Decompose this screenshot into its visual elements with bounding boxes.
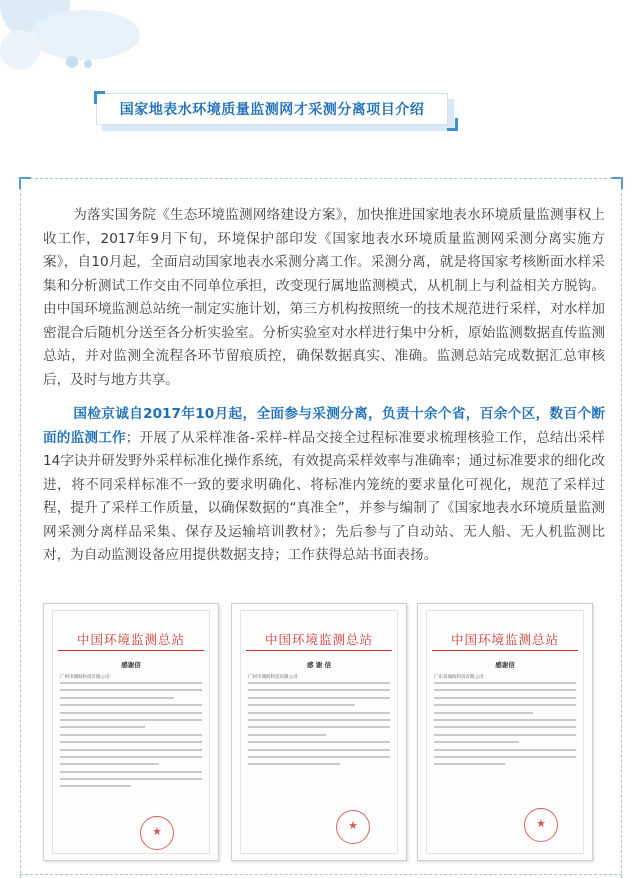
thank-you-letter-2 (231, 603, 407, 861)
letter-org: 中国环境监测总站 (264, 632, 373, 647)
letter-heading: 感谢信 (495, 661, 515, 669)
letter-recipient: 广东省城海科技有限公司： (434, 675, 488, 680)
red-seal (140, 816, 174, 850)
letter-recipient: 广州市城海科技有限公司： (248, 675, 302, 680)
letter-org: 中国环境监测总站 (76, 632, 185, 647)
letter-recipient: 广州市城海科技有限公司： (60, 675, 114, 680)
header-decoration (0, 0, 642, 90)
letter-heading: 感谢信 (121, 661, 141, 669)
intro-paragraph: 为落实国务院《生态环境监测网络建设方案》，加快推进国家地表水环境质量监测事权上收工作，2017年9月下旬，环境保护部印发《国家地表水环境质量监测网采测分离实施方案》，自10月起，全面启动国家地表水采测分离工作。采测分离，就是将国家考核断面水样采集和分析测试工作交由不同单位承担，改变现行属地监测模式，从机制上与利益相关方脱钩。由中国环境监测总站统一制定实施计划，第三方机构按照统一的技术规范进行采样，对水样加密混合后随机分送至各分析实验室。分析实验室对水样进行集中分析，原始监测数据直传监测总站，并对监测全流程各环节留痕质控，确保数据真实、准确。监测总站完成数据汇总审核后，及时与地方共享。 (43, 207, 605, 388)
company-paragraph: 国检京诚自2017年10月起，全面参与采测分离，负责十余个省，百余个区，数百个断面的监测工作；开展了从采样准备-采样-样品交接全过程标准要求梳理核验工作，总结出采样14字诀并研发野外采样标准化操作系统，有效提高采样效率与准确率；通过标准要求的细化改进，将不同采样标准不一致的要求明确化、将标准内笼统的要求量化可视化，规范了采样过程，提升了采样工作质量，以确保数据的“真准全”，并参与编制了《国家地表水环境质量监测网采测分离样品采集、保存及运输培训教材》；先后参与了自动站、无人船、无人机监测比对，为自动监测设备应用提供数据支持；工作获得总站书面表扬。 (43, 406, 605, 563)
red-seal (336, 810, 370, 844)
section-title-banner (96, 93, 460, 135)
frame-bottom-divider (20, 874, 622, 876)
letter-org: 中国环境监测总站 (450, 632, 559, 647)
red-seal (524, 808, 558, 842)
company-highlight: 国检京诚自2017年10月起，全面参与采测分离，负责十余个省，百余个区，数百个断面的监测工作 (43, 406, 605, 446)
section-title: 国家地表水环境质量监测网才采测分离项目介绍 (119, 102, 425, 118)
thank-you-letter-1 (43, 603, 219, 861)
thank-you-letter-3 (417, 603, 593, 861)
letter-heading: 感 谢 信 (306, 661, 332, 669)
